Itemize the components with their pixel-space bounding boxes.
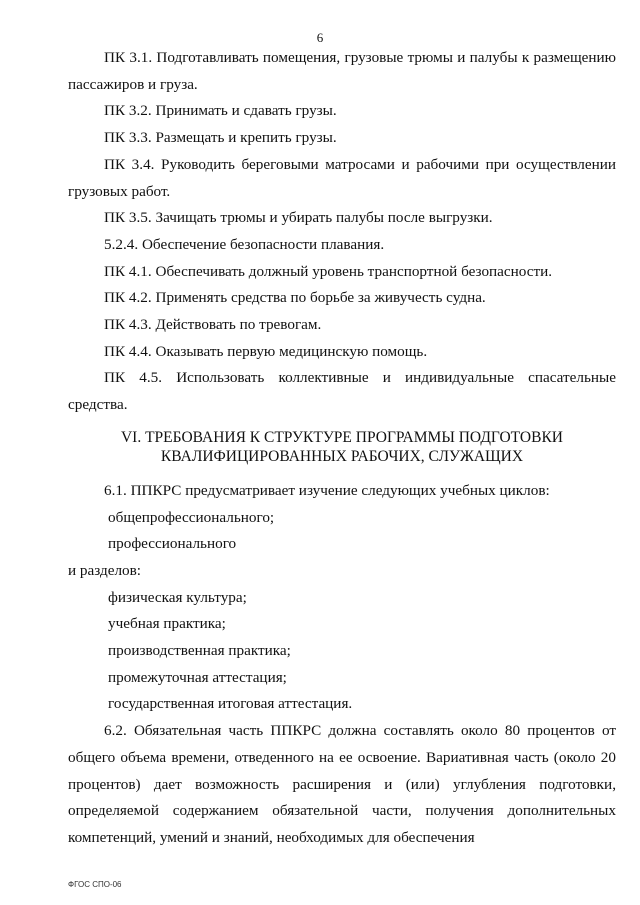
section-heading-line-2: КВАЛИФИЦИРОВАННЫХ РАБОЧИХ, СЛУЖАЩИХ xyxy=(160,447,524,465)
section-item: производственная практика; xyxy=(108,642,291,660)
paragraph-pk-3-5: ПК 3.5. Зачищать трюмы и убирать палубы после выгрузки. xyxy=(104,209,493,227)
and-sections-label: и разделов: xyxy=(68,561,142,579)
paragraph-pk-4-5: ПК 4.5. Использовать коллективные и индивидуальные спасательные средства. xyxy=(68,369,616,414)
document-body xyxy=(68,45,616,852)
section-heading-line-1: VI. ТРЕБОВАНИЯ К СТРУКТУРЕ ПРОГРАММЫ ПОДГОТОВКИ xyxy=(120,428,563,446)
paragraph-6-2: 6.2. Обязательная часть ППКРС должна составлять около 80 процентов от общего объема времени, отведенного на ее освоение. Вариативная часть (около 20 процентов) дает возможность расширения и (или) углубления подготовки, определяемой содержанием обязательной части, получения дополнительных компетенций, умений и знаний, необходимых для обеспечения xyxy=(68,722,616,846)
paragraph-5-2-4: 5.2.4. Обеспечение безопасности плавания. xyxy=(104,235,385,253)
section-heading xyxy=(68,428,616,466)
cycle-item: общепрофессионального; xyxy=(108,508,275,526)
section-item: государственная итоговая аттестация. xyxy=(108,695,353,713)
paragraph-pk-4-1: ПК 4.1. Обеспечивать должный уровень транспортной безопасности. xyxy=(104,262,553,280)
paragraph-pk-4-3: ПК 4.3. Действовать по тревогам. xyxy=(104,316,322,334)
section-item: учебная практика; xyxy=(108,615,226,633)
section-item: физическая культура; xyxy=(108,588,247,606)
cycle-item: профессионального xyxy=(108,535,237,553)
page-number: 6 xyxy=(316,30,324,45)
paragraph-pk-3-1: ПК 3.1. Подготавливать помещения, грузовые трюмы и палубы к размещению пассажиров и груза. xyxy=(68,49,616,93)
paragraph-pk-3-4: ПК 3.4. Руководить береговыми матросами и рабочими при осуществлении грузовых работ. xyxy=(68,155,616,200)
paragraph-pk-4-2: ПК 4.2. Применять средства по борьбе за живучесть судна. xyxy=(104,289,486,307)
footer-code: ФГОС СПО-06 xyxy=(68,880,122,889)
section-item: промежуточная аттестация; xyxy=(108,668,287,686)
paragraph-pk-3-2: ПК 3.2. Принимать и сдавать грузы. xyxy=(104,102,337,120)
paragraph-6-1: 6.1. ППКРС предусматривает изучение следующих учебных циклов: xyxy=(104,481,550,499)
paragraph-pk-4-4: ПК 4.4. Оказывать первую медицинскую помощь. xyxy=(104,342,428,360)
paragraph-pk-3-3: ПК 3.3. Размещать и крепить грузы. xyxy=(104,129,337,147)
